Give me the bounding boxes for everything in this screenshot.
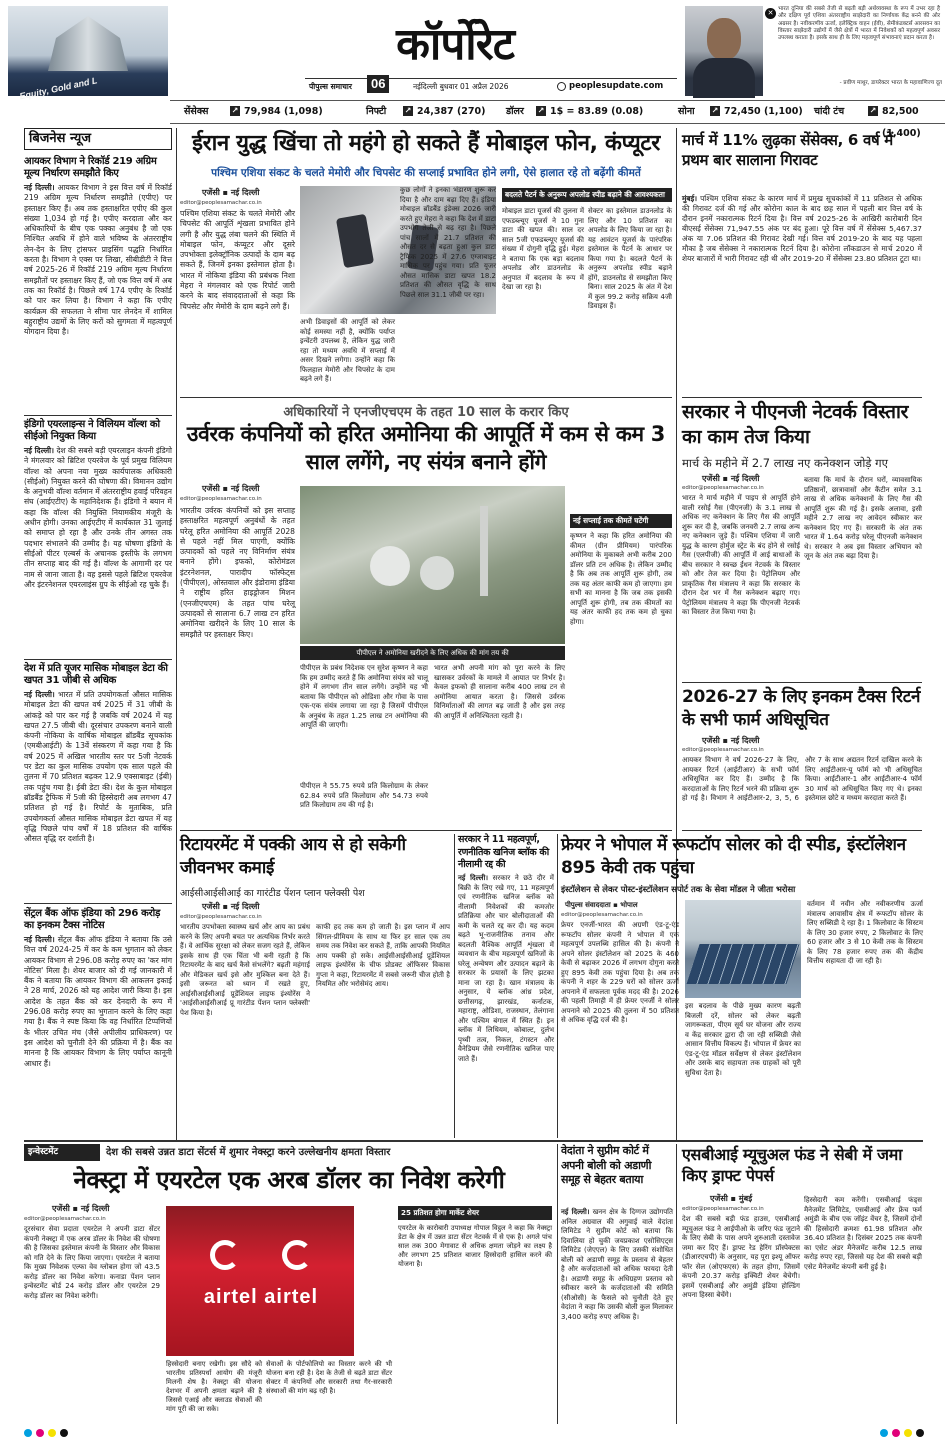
airtel-wave-icon (210, 1240, 240, 1270)
business-news-column-lower (24, 908, 172, 1138)
dateline: नई दिल्ली। (24, 935, 55, 944)
byline: एजेंसी ▪ नई दिल्ली (202, 902, 260, 911)
layout-block: एजेंसी (52, 1204, 70, 1213)
story-subhead: पश्चिम एशिया संकट के चलते मेमोरी और चिपसेट की सप्लाई प्रभावित होने लगी, ऐसे हालात रहे तो बढ़ेंगी कीमतें (211, 167, 641, 179)
story-body: पश्चिम एशिया संकट के चलते मेमोरी और चिपसेट की आपूर्ति शृंखला प्रभावित होने लगी है और युद्ध लंबा चलने की स्थिति में मोबाइल फोन, कंप्यूटर और दूसरे उपभोक्ता इलेक्ट्रॉनिक उत्पादों के दाम बढ़ सकते हैं, जिनमें इनका इस्तेमाल होता है। भारत में नोकिया इंडिया की प्रबंधक निशा मेहरा ने मंगलवार को एक रिपोर्ट जारी करने के बाद संवाददाताओं से कहा कि चिपसेट और मेमोरी के दाम बढ़ने लगे हैं। (180, 209, 295, 311)
ticker-label-gold: सोना (678, 106, 695, 117)
layout-block: एजेंसी (702, 474, 720, 483)
layout-block (24, 1429, 32, 1437)
solar-panel-photo (685, 900, 801, 998)
ticker-value-silver: 82,500 (1,400) (882, 106, 921, 139)
vedanta-story (561, 1144, 673, 1424)
layout-block (60, 1429, 68, 1437)
section-tag: इन्वेस्टमेंट (24, 1144, 100, 1161)
dateline: नई दिल्ली। (24, 690, 55, 699)
story-headline: सरकार ने 11 महत्वपूर्ण, रणनीतिक खनिज ब्लॉक की नीलामी रद्द की (458, 834, 549, 870)
story-body: भारत अभी अपनी मांग को पूरा करने के लिए खासकर उर्वरकों के मामले में आयात पर निर्भर है। केवल इफको ही सालाना करीब 400 लाख टन से अमोनिया आयात करता है। जिससे उर्वरक विनिर्माताओं की लागत बढ़ जाती है और इस तरह की आपूर्ति में अनिश्चितता रहती है। (434, 664, 565, 720)
story-kicker: देश की सबसे उन्नत डाटा सेंटर्स में शुमार नेक्स्ट्रा करने उल्लेखनीय क्षमता विस्तार (106, 1147, 391, 1158)
story-body: कृष्णन ने कहा कि हरित अमोनिया की कीमत (ग्रीन प्रीमियम) पारंपरिक अमोनिया के मुकाबले अभी करीब 200 डॉलर प्रति टन अधिक है। लेकिन उम्मीद है कि अब तक आपूर्ति शुरू होगी, तब तक यह अंतर काफी कम हो जाएगा। हम सभी का मानना है कि जब तक इसकी आपूर्ति शुरू होगी, तब तक कीमतों का यह अंतर काफी हद तक कम हो चुका होगा। (570, 532, 672, 626)
email: editor@peoplesamachar.co.in (682, 747, 764, 753)
byline: एजेंसी ▪ नई दिल्ली (202, 188, 260, 197)
byline: एजेंसी ▪ नई दिल्ली (702, 474, 760, 483)
ticker-value-dollar: 1$ = 83.89 (0.08) (550, 106, 644, 117)
story-headline: एसबीआई म्यूचुअल फंड ने सेबी में जमा किए ड्राफ्ट पेपर्स (682, 1145, 903, 1185)
story-body: आयकर विभाग ने इस वित्त वर्ष में रिकॉर्ड 219 अग्रिम मूल्य निर्धारण समझौते (एपीए) पर हस्ताक्षर किए हैं। अब तक हस्ताक्षरित एपीए की कुल संख्या 1,034 हो गई है। एपीए करदाता और कर अधिकारियों के बीच एक पक्का अनुबंध है जो एक निश्चित अवधि में होने वाले भविष्य के अंतरराष्ट्रीय लेन-देन के लिए ट्रांसफर प्राइसिंग पद्धति निर्धारित करता है। विभाग ने एक्स पर लिखा, सीबीडीटी ने वित्त वर्ष 2025-26 में रिकॉर्ड 219 अग्रिम मूल्य निर्धारण समझौतों पर हस्ताक्षर किए हैं, जो एक वित्त वर्ष में अब तक का रिकॉर्ड है। पिछले वर्ष 174 एपीए के रिकॉर्ड को पार कर लिया है। विभाग ने कहा कि एपीए कार्यक्रम की सफलता ने सीमा पार लेनदेन में शामिल बहुराष्ट्रीय उद्यमों के लिए करों को सुगमता में महत्वपूर्ण योगदान दिया है। (24, 183, 172, 337)
ticker-label-nifty: निफ्टी (366, 106, 387, 117)
ticker-label-sensex: सेंसेक्स (184, 106, 209, 117)
story-body: बताया कि मार्च के दौरान घरों, व्यावसायिक प्रतिष्ठानों, छात्रावासों और कैंटीन समेत 3.1 लाख से अधिक कनेक्शनों के लिए गैस की आपूर्ति शुरू की गई है। इसके अलावा, इसी महीने 2.7 लाख नए आवेदन स्वीकार कर कनेक्शन दिए गए हैं। सरकारी के अंत तक भारत में 1.64 करोड़ घरेलू पीएनजी कनेक्शन थे। सरकार ने अब इस विस्तार अभियान को जून के अंत तक बढ़ा दिया है। (804, 476, 922, 560)
email: editor@peoplesamachar.co.in (180, 200, 262, 206)
layout-block (24, 690, 172, 900)
email: editor@peoplesamachar.co.in (561, 912, 643, 918)
story-body: इस बदलाव के पीछे मुख्य कारण बढ़ती बिजली दरें, सोलर को लेकर बढ़ती जागरूकता, पीएम सूर्य घर योजना और राज्य व केंद्र सरकार द्वारा दी जा रही सब्सिडी जैसे आसान वित्तीय विकल्प हैं। भोपाल में फ्रेयर का एंड-टू-एंड मॉडल सर्वेक्षण से लेकर इंस्टॉलेशन और उसके बाद सहायता तक ग्राहकों को पूरी सुविधा देता है। (685, 1002, 801, 1077)
layout-block: नई दिल्ली (730, 474, 760, 483)
globe-icon (557, 82, 566, 91)
story-body: देश की सबसे बड़ी फंड हाउस, एसबीआई म्यूचुअल फंड ने आईपीओ के जरिए फंड जुटाने के लिए सेबी के पास अपने शुरुआती दस्तावेज जमा कर दिए हैं। ड्राफ्ट रेड हेरिंग प्रॉस्पेक्टस (डीआरएचपी) के अनुसार, यह पूरा इश्यू ऑफर फॉर सेल (ओएफएस) के तहत होगा, जिसमें कंपनी 20.37 करोड़ इक्विटी शेयर बेचेगी। इसमें एसबीआई और अमुंडी इंडिया होल्डिंग अपना हिस्सा बेचेंगे। (682, 1215, 800, 1299)
layout-block (458, 874, 554, 1136)
quote-attribution: - प्रवीण माथुर, डायरेक्टर भारत के महावाणिज्य दूत (839, 80, 942, 86)
byline: पीपुल्स संवाददाता ▪ भोपाल (565, 901, 638, 909)
story-headline: आयकर विभाग ने रिकॉर्ड 219 अग्रिम मूल्य निर्धारण समझौते किए (24, 156, 157, 179)
stock-banner-photo (8, 6, 168, 102)
layout-block: नई दिल्ली (730, 736, 760, 745)
story-body: सेंट्रल बैंक ऑफ इंडिया ने बताया कि उसे वित्त वर्ष 2024-25 में कर के कम भुगतान को लेकर आयकर विभाग से 296.08 करोड़ रुपए का 'कर मांग नोटिस' मिला है। शेयर बाजार को दी गई जानकारी में बैंक ने बताया कि आयकर विभाग की आकलन इकाई ने 28 मार्च, 2026 को यह आदेश जारी किया है। इस आदेश के तहत बैंक को कर देनदारी के रूप में 296.08 करोड़ रुपए का भुगतान करने के लिए कहा गया है। बैंक ने स्पष्ट किया कि वह निर्धारित टिप्पणियों के भीतर उचित मंच (जैसे अपीलीय प्राधिकरण) पर इस आदेश को चुनौती देने की प्रक्रिया में है। बैंक का मानना है कि आयकर विभाग के लिए पर्याप्त कानूनी आधार हैं। (24, 935, 172, 1068)
story-body: हिस्सेदारी बनाए रखेगी। इस सौदे को भारतीय प्रतिस्पर्धा आयोग की मंजूरी मिलनी शेष है। नेक्स्ट्रा की योजना देशभर में अपनी क्षमता बढ़ाने की है जिससे एआई और क्लाउड सेवाओं की मांग पूरी की जा सके। (166, 1360, 262, 1413)
story-body: मोबाइल डाटा यूजर्स की तुलना में एफडब्ल्यूए यूजर्स ने 10 गुना डाटा की खपत की। साल दर साल 5जी एफडब्ल्यूए यूजर्स की संख्या में दोगुनी वृद्धि हुई। मेहरा ने बताया कि एक बड़ा बदलाव अपलोड और डाउनलोड के अनुपात में बदलाव के रूप में देखा जा रहा है। (502, 207, 584, 291)
layout-block (693, 58, 755, 98)
story-body: खनन क्षेत्र के दिग्गज उद्योगपति अनिल अग्रवाल की अगुवाई वाले वेदांता लिमिटेड ने सुप्रीम कोर्ट को बताया कि दिवालिया हो चुकी जयप्रकाश एसोसिएट्स लिमिटेड (जेएएल) के लिए उसकी संशोधित बोली को अडाणी समूह के प्रस्ताव से बेहतर है और कर्जदाताओं को अधिक फायदा देती है। अडाणी समूह के अधिग्रहण प्रस्ताव को स्वीकार करने के कर्जदाताओं की समिति (सीओसी) के फैसले को चुनौती देते हुए वेदांता ने कहा कि उसकी बोली कुल मिलाकर 3,400 करोड़ रुपए अधिक है। (561, 1208, 673, 1321)
airtel-wave-icon (282, 1240, 312, 1270)
column-rule (180, 397, 672, 398)
column-rule (24, 659, 172, 660)
market-ticker (170, 100, 945, 139)
column-rule (682, 682, 922, 683)
story-body: कुछ लोगों ने इनका भंडारण शुरू कर दिया है और दाम बढ़ा दिए हैं। इंडिया मोबाइल ब्रॉडबैंड इंडेक्स 2026 जारी करते हुए मेहरा ने कहा कि देश में डाटा उपभोग तेजी से बढ़ रहा है। पिछले पांच सालों में 21.7 प्रतिशत की औसत दर से बढ़ता हुआ कुल डाटा ट्रैफिक 2025 में 27.6 एग्जाबाइट मासिक पर पहुंच गया। प्रति यूजर औसत मासिक डाटा खपत 18.2 प्रतिशत की औसत वृद्धि के साथ पिछले साल 31.1 जीबी पर रहा। (400, 186, 496, 299)
story-body: सेवाओं के पोर्टफोलियो का विस्तार करने की भी योजना बना रही है। देश के तेजी से बढ़ते डाटा सेंटर सेक्टर में कंपनियों और सरकारी तथा गैर-सरकारी संस्थाओं की मांग बढ़ रही है। (266, 1360, 392, 1395)
x-social-icon: ✕ (765, 8, 776, 19)
story-headline: वेदांता ने सुप्रीम कोर्ट में अपनी बोली को अडाणी समूह से बेहतर बताया (561, 1144, 652, 1186)
layout-block: एजेंसी (202, 484, 220, 493)
column-rule (682, 397, 922, 398)
story-body: भारत ने मार्च महीने में पाइप से आपूर्ति होने वाली रसोई गैस (पीएनजी) के 3.1 लाख से अधिक नए कनेक्शन के लिए गैस की आपूर्ति शुरू कर दी है, जबकि जनवरी 2.7 लाख अन्य नए कनेक्शन जुड़े हैं। पश्चिम एशिया में जारी युद्ध के कारण होर्मुज स्ट्रेट के बंद होने से रसोई गैस (एलपीजी) की आपूर्ति में आई बाधाओं के बीच सरकार ने स्वच्छ ईंधन नेटवर्क के विस्तार को और तेज कर दिया है। पेट्रोलियम और प्राकृतिक गैस मंत्रालय ने कहा कि सरकार के दौरान देश भर में गैस कनेक्शन बढ़ाए गए। पेट्रोलियम मंत्रालय ने कहा कि पीएनजी नेटवर्क का विस्तार तेज किया गया है। (682, 494, 800, 616)
inset-heading: बदलते पैटर्न के अनुरूप अपलोड स्पीड बढ़ाने की आवश्यकता (502, 188, 672, 202)
print-color-bar (24, 1428, 924, 1438)
layout-block (480, 506, 488, 596)
byline: एजेंसी ▪ नई दिल्ली (52, 1204, 110, 1213)
inset-heading: नई सप्लाई तक कीमतें घटेंगी (570, 514, 672, 528)
layout-block: नई दिल्ली (230, 188, 260, 197)
stock-banner-text: Equity, Gold and L (18, 75, 99, 102)
column-rule (24, 903, 172, 904)
layout-block (420, 556, 454, 590)
column-rule (676, 1144, 677, 1424)
column-rule (454, 834, 455, 1138)
ticker-value-sensex: 79,984 (1,098) (244, 106, 323, 117)
story-headline: इंडिगो एयरलाइन्स ने विलियम वॉल्श को सीईओ नियुक्त किया (24, 419, 160, 442)
layout-block: भोपाल (620, 901, 638, 909)
up-arrow-icon: ↗ (711, 106, 719, 115)
inset-heading: 25 प्रतिशत होगा मार्केट शेयर (398, 1206, 552, 1220)
story-headline: नेक्स्ट्रा में एयरटेल एक अरब डॉलर का निवेश करेगी (73, 1166, 505, 1194)
story-headline: मार्च में 11% लुढ़का सेंसेक्स, 6 वर्ष में प्रथम बार सालाना गिरावट (682, 131, 893, 169)
layout-block (48, 16, 128, 71)
layout-block (904, 1429, 912, 1437)
story-body: पीपीएल ने 55.75 रुपये प्रति किलोग्राम के लेकर 62.84 रुपये प्रति किलोग्राम और 54.73 रुपये प्रति किलोग्राम तय की गई है। (300, 782, 428, 809)
paper-name: पीपुल्स समाचार (309, 82, 352, 91)
column-rule (682, 830, 922, 831)
masthead-meta-bar (305, 78, 677, 94)
layout-block (336, 214, 374, 268)
story-body: दूरसंचार सेवा प्रदाता एयरटेल ने अपनी डाटा सेंटर कंपनी नेक्स्ट्रा में एक अरब डॉलर के निवेश की घोषणा की है जिसका इस्तेमाल कंपनी के विस्तार और विकास को गति देने के लिए किया जाएगा। एयरटेल ने बताया कि मुख्य निवेशक एल्फा वेव ग्लोबल होगा जो 43.5 करोड़ डॉलर का निवेश करेगा। कनाडा पेंशन प्लान इन्वेस्टमेंट बोर्ड 24 करोड़ डॉलर और एयरटेल 29 करोड़ डॉलर का निवेश करेगी। (24, 1225, 160, 1300)
layout-block (682, 194, 922, 398)
masthead (0, 0, 945, 100)
dateline: नई दिल्ली। (561, 1208, 590, 1216)
section-tag: बिजनेस न्यूज (24, 128, 172, 150)
story-body: सेक्टर का इस्तेमाल डाउनलोड के लिए और 10 प्रतिशत का अपलोड के लिए किया जा रहा है। यह आवंटन यूजर्स के पारंपरिक इस्तेमाल के पैटर्न के आधार पर किया गया है। बदलते पैटर्न के अनुरूप अपलोड स्पीड बढ़ाने होंगे, डाउनलोड से समझौता किए बिना। साल 2025 के अंत में देश में कुल 99.2 करोड़ सक्रिय 4जी डिवाइस हैं। (588, 207, 672, 310)
dateline: नई दिल्ली। (24, 183, 55, 192)
story-body: एयरटेल के कारोबारी उपाध्यक्ष गोपाल विट्ठल ने कहा कि नेक्स्ट्रा डेटा के क्षेत्र में उन्नत डाटा सेंटर नेटवर्क में से एक है। अगले पांच साल तक 300 मेगावाट से अधिक क्षमता जोड़ने का लक्ष्य है और लगभग 25 प्रतिशत बाजार हिस्सेदारी हासिल करने की योजना है। (398, 1224, 552, 1268)
column-rule (24, 415, 172, 416)
layout-block (24, 935, 172, 1137)
layout-block: एजेंसी (202, 188, 220, 197)
story-body: पीपीएल के प्रबंध निदेशक एन सुरेश कृष्णन ने कहा कि हम उम्मीद करते हैं कि अमोनिया संयंत्र को चालू होने में लगभग तीन साल लगेंगे। उन्होंने यह भी बताया कि पीपीएल को ओडिशा और गोवा के पास एक-एक संयंत्र लगाया जा रहा है जिसमें पीपीएल के अनुबंध के तहत 1.25 लाख टन अमोनिया की आपूर्ति की जाएगी। (300, 664, 428, 729)
column-rule (180, 830, 672, 831)
ticker-value-nifty: 24,387 (270) (417, 106, 486, 117)
story-body: भारतीय उपभोक्ता स्वास्थ्य खर्च और आय का प्रबंध करने के लिए अपनी बचत पर अत्यधिक निर्भर करते हैं। वे आर्थिक सुरक्षा को लेकर सजग रहते हैं, लेकिन इसके साथ ही एक चिंता भी बनी रहती है कि रिटायरमेंट के बाद खर्च कैसे संभलेंगे? बढ़ती महंगाई और मेडिकल खर्च इसे और मुश्किल बना देते हैं। इसी जरूरत को ध्यान में रखते हुए, आईसीआईसीआई प्रूडेंशियल लाइफ इंश्योरेंस ने 'आईसीआईसीआई प्रू गारंटीड पेंशन प्लान फ्लेक्सी' पेश किया है। (180, 923, 310, 1017)
email: editor@peoplesamachar.co.in (682, 1206, 764, 1212)
story-headline: 2026-27 के लिए इनकम टैक्स रिटर्न के सभी फार्म अधिसूचित (682, 687, 921, 730)
story-kicker: अधिकारियों ने एनजीएचएम के तहत 10 साल के करार किए (283, 405, 569, 420)
photo-caption: पीपीएल ने अमोनिया खरीदने के लिए अधिक की मांग तय की (300, 646, 565, 660)
page-number: 06 (367, 75, 389, 93)
story-body: भारतीय उर्वरक कंपनियों को इस सप्ताह हस्ताक्षरित महत्वपूर्ण अनुबंधों के तहत घरेलू हरित अमोनिया की आपूर्ति 2028 से पहले नहीं मिल पाएगी, क्योंकि उत्पादकों को पहले नए विनिर्माण संयंत्र बनाने होंगे। इफको, कोरोमंडल इंटरनेशनल, पारादीप फॉस्फेट्स (पीपीएल), ओस्तवाल और इंडोरामा इंडिया ने राष्ट्रीय हरित हाइड्रोजन मिशन (एनजीएचएम) के तहत पांच घरेलू उत्पादकों से सालाना 6.7 लाख टन हरित अमोनिया खरीदने के लिए 10 साल के समझौते पर हस्ताक्षर किए। (180, 506, 295, 639)
layout-block (370, 546, 410, 586)
email: editor@peoplesamachar.co.in (682, 485, 764, 491)
layout-block: नई दिल्ली (230, 902, 260, 911)
story-headline: सेंट्रल बैंक ऑफ इंडिया को 296 करोड़ का इनकम टैक्स नोटिस (24, 908, 160, 931)
email: editor@peoplesamachar.co.in (24, 1216, 106, 1222)
layout-block (561, 1208, 673, 1422)
ammonia-plant-photo (300, 486, 565, 644)
quote-photo (685, 6, 763, 96)
up-arrow-icon: ↗ (404, 106, 412, 115)
mineral-story (458, 834, 554, 1138)
business-news-column (24, 128, 172, 958)
issue-date: नईदिल्ली बुधवार 01 अप्रैल 2026 (413, 82, 509, 91)
layout-block (36, 1429, 44, 1437)
email: editor@peoplesamachar.co.in (180, 914, 262, 920)
layout-block: एजेंसी (702, 736, 720, 745)
sbi-mf-story (682, 1144, 922, 1424)
dateline: नई दिल्ली। (458, 874, 489, 882)
story-headline: देश में प्रति यूजर मासिक मोबाइल डेटा की खपत 31 जीबी से अधिक (24, 663, 168, 686)
layout-block (892, 1429, 900, 1437)
dateline: मुंबई। (682, 194, 698, 203)
layout-block: पीपुल्स संवाददाता (565, 901, 611, 909)
layout-block (880, 1429, 888, 1437)
png-story (682, 400, 922, 680)
story-body: सरकार ने छठे दौर में बिक्री के लिए रखे गए, 11 महत्वपूर्ण एवं रणनीतिक खनिज ब्लॉक को नीलामी निवेशकों की कमजोर प्रतिक्रिया और चार बोलीदाताओं की कमी के चलते रद्द कर दी। यह कदम बढ़ते भू-राजनीतिक तनाव और बदलती वैश्विक आपूर्ति शृंखला में व्यवधान के बीच महत्वपूर्ण खनिजों के घरेलू अन्वेषण और उत्पादन बढ़ाने के सरकार के प्रयासों के लिए झटका माना जा रहा है। खान मंत्रालय के अनुसार, ये ब्लॉक आंध्र प्रदेश, छत्तीसगढ़, झारखंड, कर्नाटक, महाराष्ट्र, ओडिशा, राजस्थान, तेलंगाना और पश्चिम बंगाल में स्थित हैं। इन ब्लॉक में लिथियम, कोबाल्ट, दुर्लभ पृथ्वी तत्व, निकल, टंगस्टन और वैनेडियम जैसे रणनीतिक खनिज पाए जाते हैं। (458, 874, 554, 1063)
byline: एजेंसी ▪ नई दिल्ली (702, 736, 760, 745)
story-body: वर्तमान में नवीन और नवीकरणीय ऊर्जा मंत्रालय आवासीय क्षेत्र में रूफटॉप सोलर के लिए सब्सिडी दे रहा है। 1 किलोवाट के सिस्टम के लिए 30 हजार रुपए, 2 किलोवाट के लिए 60 हजार और 3 से 10 केवी तक के सिस्टम के लिए 78 हजार रुपए तक की केंद्रीय वित्तीय सहायता दी जा रही है। (807, 900, 923, 965)
quote-text: भारत दुनिया की सबसे तेजी से बढ़ती बड़ी अर्थव्यवस्था के रूप में उभर रहा है और दक्षिण पूर्व एशिया अंतरराष्ट्रीय साझेदारी का निर्णायक केंद्र बनने की ओर अग्रसर है। नवीकरणीय ऊर्जा, इलेक्ट्रिक वाहन (ईवी), सेमीकंडक्टर्स आरसवन का विस्तार साझेदारी उद्योगों में जैसे क्षेत्रों में भारत में निवेशकों को महत्वपूर्ण अवसर उपलब्ध कराता है। इसके साथ ही के लिए महत्वपूर्ण संभावनाएं प्रदान करता है। (778, 6, 940, 42)
up-arrow-icon: ↗ (537, 106, 545, 115)
story-body: आयकर विभाग ने वर्ष 2026-27 के लिए, आयकर रिटर्न (आईटीआर) के सभी फॉर्म अधिसूचित कर दिए हैं। उम्मीद है कि करदाताओं के लिए रिटर्न भरने की प्रक्रिया शुरू हो गई है। विभाग ने आईटीआर-2, 3, 5, 6 और 7 के साथ अद्यतन रिटर्न दाखिल करने के लिए आईटीआर-यू फॉर्म को भी अधिसूचित किया। आईटीआर-1 और आईटीआर-4 फॉर्म 30 मार्च को अधिसूचित किए गए थे। इनका इस्तेमाल छोटे व मध्यम करदाता करते हैं। (682, 756, 922, 802)
website-url[interactable]: peoplesupdate.com (569, 81, 664, 91)
story-subhead: आईसीआईसीआई का गारंटीड पेंशन प्लान फ्लेक्सी पेश (180, 888, 365, 899)
up-arrow-icon: ↗ (231, 106, 239, 115)
story-headline: फ्रेयर ने भोपाल में रूफटॉप सोलर को दी स्पीड, इंस्टॉलेशन 895 केवी तक पहुंचा (561, 835, 906, 878)
retirement-story (180, 834, 450, 1138)
markets-story (682, 130, 922, 400)
layout-block (48, 1429, 56, 1437)
layout-block: मुंबई (738, 1194, 753, 1203)
story-body: काफी हद तक कम हो जाती है। इस प्लान में आप सिंगल-प्रीमियम के साथ या फिर हर साल एक तय समय तक निवेश कर सकते हैं, ताकि आपकी नियमित आय पक्की हो सके। आईसीआईसीआई प्रूडेंशियल लाइफ इंश्योरेंस के चीफ प्रोडक्ट ऑफिसर विकास गुप्ता ने कहा, रिटायरमेंट में सबसे जरूरी चीज होती है नियमित और भरोसेमंद आय। (316, 923, 450, 988)
up-arrow-icon: ↗ (869, 106, 877, 115)
story-body: पश्चिम एशिया संकट के कारण मार्च में प्रमुख सूचकांकों में 11 प्रतिशत से अधिक की गिरावट दर्ज की गई और कोरोना काल के बाद छह साल में पहली बार वित्त वर्ष के दौरान इनमें नकारात्मक रिटर्न दिया है। वित्त वर्ष 2025-26 के आखिरी कारोबारी दिन बीएसई सेंसेक्स 71,947.55 अंक पर बंद हुआ। पूरे वित्त वर्ष में सेंसेक्स 5,467.37 अंक या 7.06 प्रतिशत की गिरावट देखी गई। वित्त वर्ष 2019-20 के बाद यह पहला मौका है जब सेंसेक्स ने नकारात्मक रिटर्न दिया है। कोरोना लॉकडाउन से मार्च 2020 में शेयर बाजारों में भारी गिरावट रही थी और 2019-20 में सेंसेक्स 23.80 प्रतिशत टूटा था। (682, 194, 922, 263)
story-body: हिस्सेदारी कम करेंगी। एसबीआई फंड्स मैनेजमेंट लिमिटेड, एसबीआई और फ्रेंच फर्म अमुंडी के बीच एक जॉइंट वेंचर है, जिसमें दोनों की हिस्सेदारी क्रमशः 61.98 प्रतिशत और 36.40 प्रतिशत है। दिसंबर 2025 तक कंपनी का एसेट अंडर मैनेजमेंट करीब 12.5 लाख करोड़ रुपए रहा, जिससे यह देश की सबसे बड़ी एसेट मैनेजमेंट कंपनी बनी हुई है। (804, 1196, 922, 1271)
story-headline: उर्वरक कंपनियों को हरित अमोनिया की आपूर्ति में कम से कम 3 साल लगेंगे, नए संयंत्र बनाने होंगे (186, 422, 666, 474)
layout-block (24, 446, 172, 656)
layout-block (687, 944, 800, 984)
layout-block: एजेंसी (710, 1194, 728, 1203)
story-headline: सरकार ने पीएनजी नेटवर्क विस्तार का काम तेज किया (682, 401, 909, 448)
email: editor@peoplesamachar.co.in (180, 496, 262, 502)
story-subhead: मार्च के महीने में 2.7 लाख नए कनेक्शन जोड़े गए (682, 456, 888, 470)
story-body: अभी डिवाइसों की आपूर्ति को लेकर कोई समस्या नहीं है, क्योंकि पर्याप्त इन्वेंटरी उपलब्ध है, लेकिन युद्ध जारी रहा तो मध्यम अवधि में सप्लाई में असर दिखने लगेगा। उन्होंने कहा कि फिलहाल मेमोरी और चिपसेट के दाम बढ़ने लगे हैं। (300, 318, 395, 383)
freyr-story (561, 834, 923, 1138)
lead-story-mobile (180, 128, 672, 400)
column-rule (24, 1140, 923, 1142)
column-rule (176, 128, 177, 1140)
airtel-sign-photo (166, 1206, 354, 1356)
story-body: देश की सबसे बड़ी एयरलाइन कंपनी इंडिगो ने मंगलवार को ब्रिटिश एयरवेज के पूर्व प्रमुख विलियम वॉल्श को अपना नया मुख्य कार्यपालक अधिकारी (सीईओ) नियुक्त करने की घोषणा की। विमानन उद्योग के अनुभवी वॉल्श वर्तमान में अंतरराष्ट्रीय हवाई परिवहन संघ (आईएटीए) के महानिदेशक हैं। इंडिगो ने बयान में कहा कि वॉल्श की नियुक्ति नियामकीय मंजूरी के अधीन होगी। उनका आईएटीए में कार्यकाल 31 जुलाई को समाप्त हो रहा है और उनके तीन अगस्त तक पदभार संभालने की उम्मीद है। यह घोषणा इंडिगो के सीईओ पीटर एल्बर्स के अचानक इस्तीफे के लगभग तीन सप्ताह बाद की गई है। वॉल्श के आगामी दर पर नाम से जाना जाता है। वह इससे पहले ब्रिटिश एयरवेज और इंटरनेशनल एयरलाइंस ग्रुप के सीईओ रह चुके हैं। (24, 446, 173, 589)
story-body: भारत में प्रति उपयोगकर्ता औसत मासिक मोबाइल डेटा की खपत वर्ष 2025 में 31 जीबी के आंकड़े को पार कर गई है जबकि वर्ष 2024 में यह खपत 27.5 जीबी थी। दूरसंचार उपकरण बनाने वाली कंपनी नोकिया के वार्षिक मोबाइल ब्रॉडबैंड सूचकांक (एमबीआईटी) के 13वें संस्करण में कहा गया है कि वर्ष 2025 में अखिल भारतीय स्तर पर 5जी नेटवर्क पर डेटा का कुल मासिक उपयोग एक साल पहले की तुलना में 70 प्रतिशत बढ़कर 12.9 एक्साबाइट (ईबी) तक पहुंच गया है। ईबी डेटा की। देश के कुल मोबाइल ब्रॉडबैंड ट्रैफिक में 5जी की हिस्सेदारी अब लगभग 47 प्रतिशत हो गई है। रिपोर्ट के मुताबिक, प्रति उपयोगकर्ता औसत मासिक मोबाइल डेटा खपत में यह वृद्धि पिछले पांच वर्षों में 18 प्रतिशत की वार्षिक औसत वृद्धि दर दर्शाती है। (24, 690, 172, 844)
dateline: नई दिल्ली। (24, 446, 55, 455)
airtel-story (24, 1144, 554, 1424)
layout-block (24, 183, 172, 411)
story-headline: ईरान युद्ध खिंचा तो महंगे हो सकते हैं मोबाइल फोन, कंप्यूटर (192, 131, 660, 156)
layout-block: एजेंसी (202, 902, 220, 911)
story-headline: रिटायरमेंट में पक्की आय से हो सकेगी जीवनभर कमाई (180, 835, 406, 878)
story-subhead: इंस्टॉलेशन से लेकर पोस्ट-इंस्टॉलेशन सपोर्ट तक के सेवा मॉडल ने जीता भरोसा (561, 884, 796, 894)
fertilizer-story (180, 400, 672, 830)
ticker-label-silver: चांदी टंच (814, 106, 845, 117)
layout-block (916, 1429, 924, 1437)
layout-block: नई दिल्ली (80, 1204, 110, 1213)
ticker-label-dollar: डॉलर (506, 106, 524, 117)
column-rule (557, 834, 558, 1138)
layout-block (707, 18, 741, 60)
masthead-title: कॉर्पोरेट (396, 19, 514, 70)
story-body: फ्रेयर एनर्जी-भारत की अग्रणी एंड-टू-एंड रूफटॉप सोलर कंपनी ने भोपाल में एक महत्वपूर्ण उपलब्धि हासिल की है। कंपनी ने अपने सोलर इंस्टॉलेशन को 2025 के 460 केवी से बढ़ाकर 2026 में लगभग दोगुना करते हुए 895 केवी तक पहुंचा दिया है। अब तक कंपनी ने शहर के 229 घरों को सोलर ऊर्जा अपनाने में सफलता पूर्वक मदद की है। 2026 की पहली तिमाही में ही फ्रेयर एनर्जी ने सोलर अपनाने को 2025 की तुलना में 50 प्रतिशत से अधिक वृद्धि दर्ज की है। (561, 921, 679, 1024)
airtel-logo-text: airtel airtel (203, 1286, 319, 1308)
byline: एजेंसी ▪ नई दिल्ली (202, 484, 260, 493)
byline: एजेंसी ▪ मुंबई (710, 1194, 753, 1203)
itr-story (682, 686, 922, 830)
column-rule (557, 1144, 558, 1424)
layout-block: नई दिल्ली (230, 484, 260, 493)
ticker-value-gold: 72,450 (1,100) (724, 106, 803, 117)
